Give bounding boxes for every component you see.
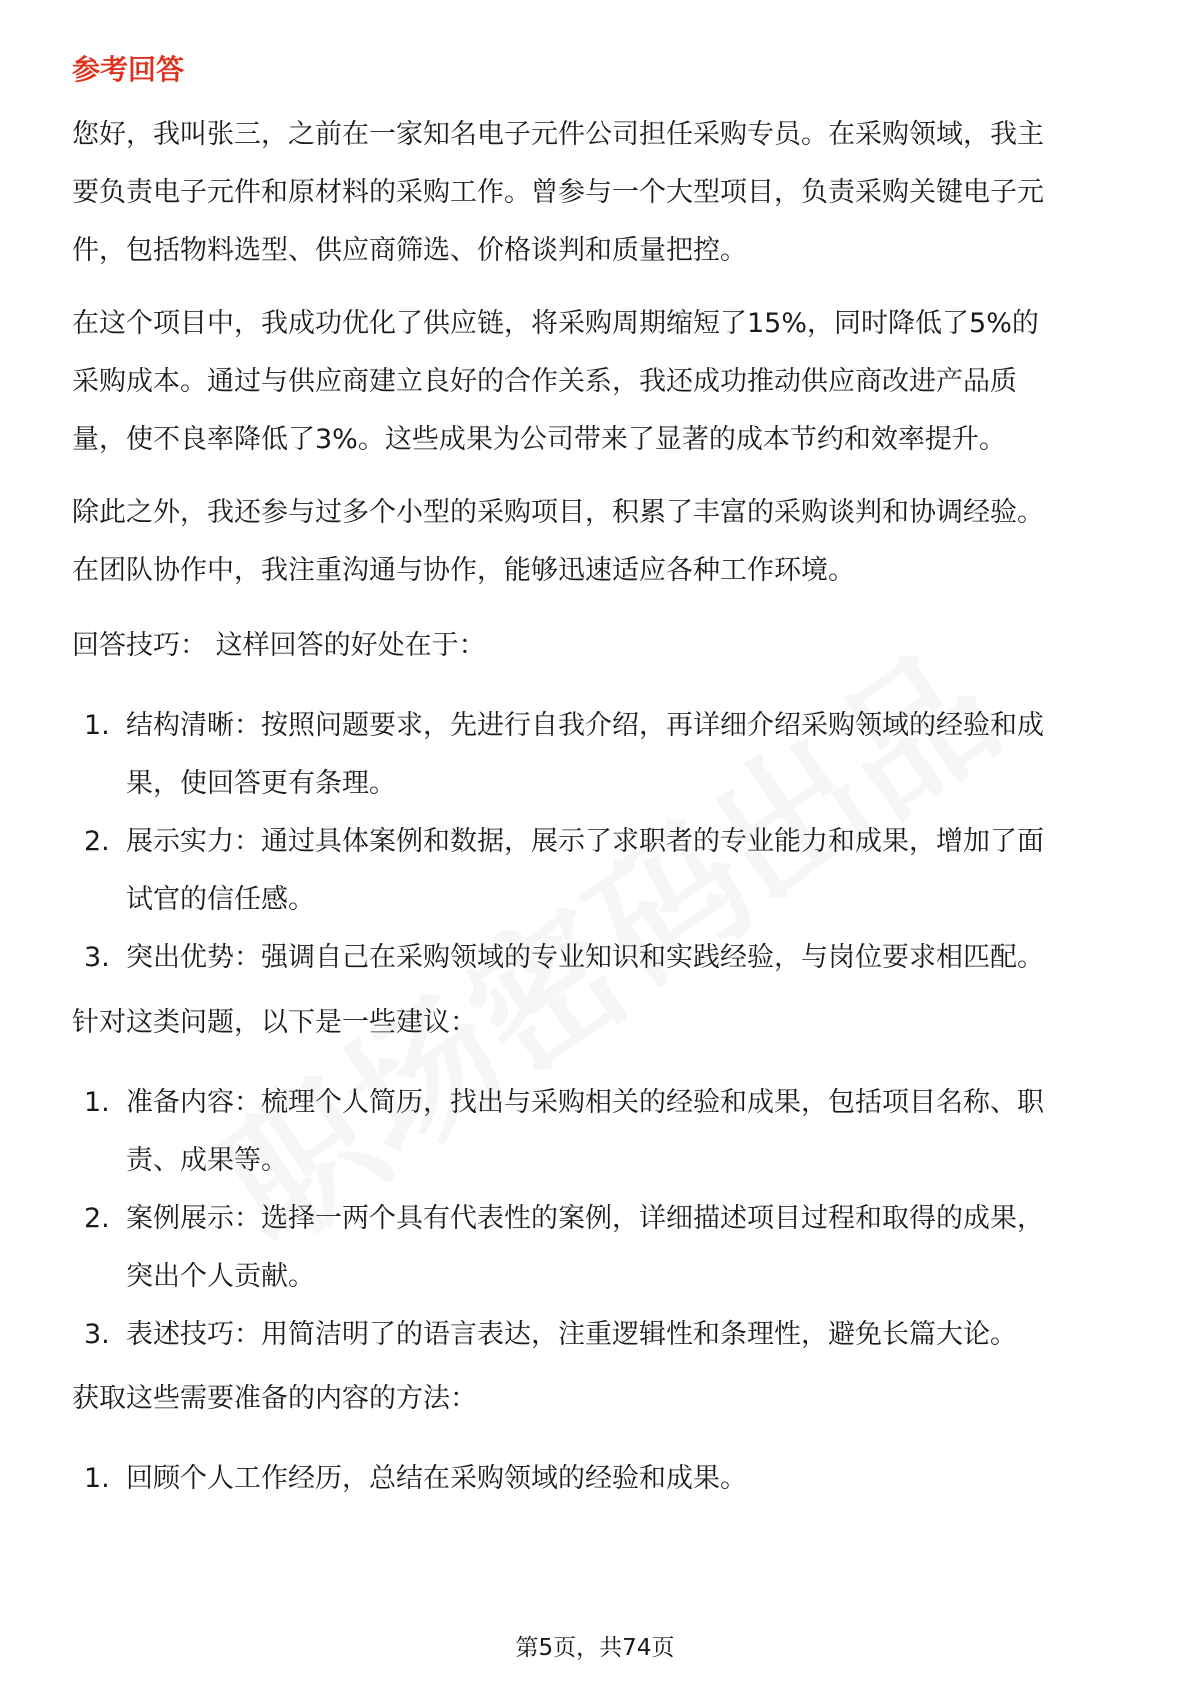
list-number: 1. (84, 710, 110, 741)
text-line: 责、成果等。 (126, 1145, 288, 1176)
text-line: 您好，我叫张三，之前在一家知名电子元件公司担任采购专员。在采购领域，我主 (72, 119, 1044, 150)
intro-paragraph (72, 106, 1122, 280)
methods-intro (72, 1370, 1122, 1428)
text-line: 回顾个人工作经历，总结在采购领域的经验和成果。 (126, 1463, 747, 1494)
advice-intro (72, 994, 1122, 1052)
text-line: 获取这些需要准备的内容的方法： (72, 1383, 477, 1414)
list-number: 1. (84, 1087, 110, 1118)
extra-paragraph (72, 484, 1122, 600)
tips-intro (72, 617, 1122, 675)
text-line: 准备内容：梳理个人简历，找出与采购相关的经验和成果，包括项目名称、职 (126, 1087, 1044, 1118)
text-line: 案例展示：选择一两个具有代表性的案例，详细描述项目过程和取得的成果， (126, 1203, 1044, 1234)
list-number: 3. (84, 942, 110, 973)
text-line: 件，包括物料选型、供应商筛选、价格谈判和质量把控。 (72, 235, 747, 266)
list-number: 2. (84, 826, 110, 857)
text-line: 要负责电子元件和原材料的采购工作。曾参与一个大型项目，负责采购关键电子元 (72, 177, 1044, 208)
list-item (72, 929, 1122, 987)
text-line: 在这个项目中，我成功优化了供应链，将采购周期缩短了15%，同时降低了5%的 (72, 308, 1039, 339)
text-line: 结构清晰：按照问题要求，先进行自我介绍，再详细介绍采购领域的经验和成 (126, 710, 1044, 741)
list-item (72, 813, 1122, 929)
text-line: 针对这类问题，以下是一些建议： (72, 1007, 477, 1038)
list-number: 2. (84, 1203, 110, 1234)
text-line: 量，使不良率降低了3%。这些成果为公司带来了显著的成本节约和效率提升。 (72, 424, 1006, 455)
methods-list (72, 1450, 1122, 1508)
text-line: 在团队协作中，我注重沟通与协作，能够迅速适应各种工作环境。 (72, 555, 855, 586)
text-line: 回答技巧： 这样回答的好处在于： (72, 630, 486, 661)
text-line: 突出个人贡献。 (126, 1261, 315, 1292)
tips-list (72, 697, 1122, 987)
list-item (72, 1074, 1122, 1190)
text-line: 展示实力：通过具体案例和数据，展示了求职者的专业能力和成果，增加了面 (126, 826, 1044, 857)
advice-list (72, 1074, 1122, 1364)
text-line: 除此之外，我还参与过多个小型的采购项目，积累了丰富的采购谈判和协调经验。 (72, 497, 1044, 528)
list-item (72, 1450, 1122, 1508)
list-item (72, 1190, 1122, 1306)
text-line: 果，使回答更有条理。 (126, 768, 396, 799)
list-item (72, 697, 1122, 813)
text-line: 突出优势：强调自己在采购领域的专业知识和实践经验，与岗位要求相匹配。 (126, 942, 1044, 973)
list-number: 3. (84, 1319, 110, 1350)
list-item (72, 1306, 1122, 1364)
list-number: 1. (84, 1463, 110, 1494)
section-heading: 参考回答 (72, 53, 185, 86)
achievements-paragraph (72, 295, 1122, 469)
text-line: 试官的信任感。 (126, 884, 315, 915)
page-number: 第5页，共74页 (515, 1635, 675, 1661)
text-line: 采购成本。通过与供应商建立良好的合作关系，我还成功推动供应商改进产品质 (72, 366, 1017, 397)
text-line: 表述技巧：用简洁明了的语言表达，注重逻辑性和条理性，避免长篇大论。 (126, 1319, 1017, 1350)
